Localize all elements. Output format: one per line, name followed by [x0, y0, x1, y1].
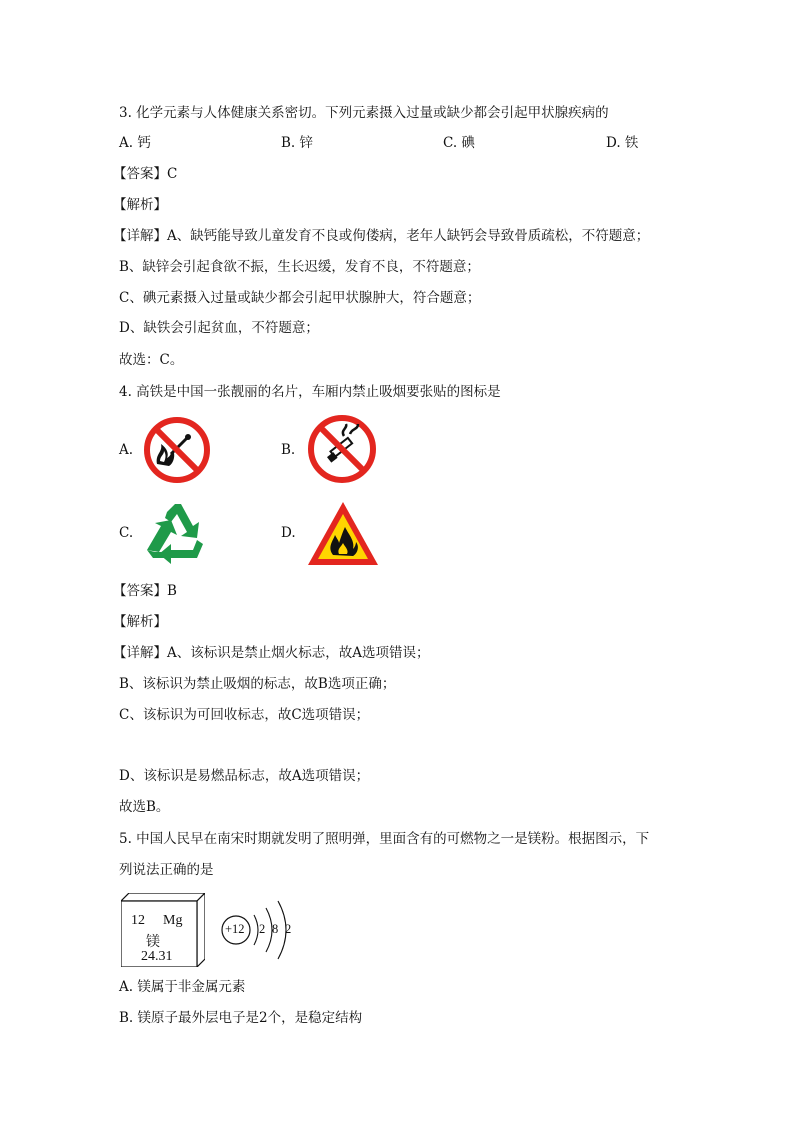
q4-detail-line-2: B、该标识为禁止吸烟的标志，故B选项正确； — [119, 676, 396, 692]
element-symbol: Mg — [163, 913, 183, 928]
q4-detail-line-1 — [113, 643, 430, 663]
q4-option-a-label: A. — [119, 442, 134, 458]
detail-tag: 【详解】 — [113, 645, 167, 661]
atomic-mass: 24.31 — [141, 949, 173, 964]
shell-1-electrons: 2 — [259, 922, 266, 936]
answer-tag: 【答案】 — [113, 583, 167, 599]
q4-detail-line-3: C、该标识为可回收标志，故C选项错误； — [119, 707, 370, 723]
detail-text: A、该标识是禁止烟火标志，故A选项错误； — [167, 645, 430, 661]
q3-conclusion: 故选：C。 — [119, 352, 184, 368]
q3-detail-line-4: D、缺铁会引起贫血，不符题意； — [119, 320, 319, 336]
q4-option-b-label: B. — [281, 442, 296, 458]
nucleus-charge: +12 — [225, 922, 245, 936]
q5-stem-line-1: 5. 中国人民早在南宋时期就发明了照明弹，里面含有的可燃物之一是镁粉。根据图示，下 — [119, 831, 650, 847]
q4-detail-line-4: D、该标识是易燃品标志，故A选项错误； — [119, 768, 370, 784]
q3-detail-line-1 — [113, 226, 649, 246]
no-smoking-icon — [306, 414, 378, 488]
element-name: 镁 — [146, 934, 160, 950]
shell-2-electrons: 8 — [272, 922, 279, 936]
q4-option-d-label: D. — [281, 525, 296, 541]
q4-stem: 4. 高铁是中国一张靓丽的名片，车厢内禁止吸烟要张贴的图标是 — [119, 384, 501, 400]
shell-3-electrons: 2 — [285, 922, 292, 936]
flammable-icon — [305, 499, 381, 573]
q3-option-d: D. 铁 — [606, 135, 639, 151]
q3-detail-line-3: C、碘元素摄入过量或缺少都会引起甲状腺肿大，符合题意； — [119, 290, 481, 306]
q3-answer — [113, 164, 177, 184]
q4-conclusion: 故选B。 — [119, 799, 170, 815]
q3-option-c: C. 碘 — [443, 135, 475, 151]
recycle-icon — [141, 500, 211, 570]
q4-analysis-tag: 【解析】 — [113, 614, 167, 630]
q3-analysis-tag: 【解析】 — [113, 197, 167, 213]
q5-stem-line-2: 列说法正确的是 — [119, 862, 214, 878]
detail-text: A、缺钙能导致儿童发育不良或佝偻病，老年人缺钙会导致骨质疏松，不符题意； — [167, 228, 650, 244]
detail-tag: 【详解】 — [113, 228, 167, 244]
q4-answer — [113, 581, 177, 601]
q3-stem: 3. 化学元素与人体健康关系密切。下列元素摄入过量或缺少都会引起甲状腺疾病的 — [119, 105, 609, 121]
atomic-number: 12 — [131, 913, 145, 928]
answer-value: C — [167, 166, 178, 182]
atom-structure-diagram — [220, 895, 300, 965]
q5-option-a: A. 镁属于非金属元素 — [119, 979, 246, 995]
q3-option-a: A. 钙 — [119, 135, 151, 151]
q3-option-b: B. 锌 — [281, 135, 314, 151]
no-fire-icon — [143, 416, 211, 488]
q5-option-b: B. 镁原子最外层电子是2个，是稳定结构 — [119, 1010, 363, 1026]
answer-tag: 【答案】 — [113, 166, 167, 182]
answer-value: B — [167, 583, 177, 599]
q4-option-c-label: C. — [119, 525, 134, 541]
q3-detail-line-2: B、缺锌会引起食欲不振，生长迟缓，发育不良，不符题意； — [119, 259, 480, 275]
periodic-table-cell — [121, 893, 205, 967]
